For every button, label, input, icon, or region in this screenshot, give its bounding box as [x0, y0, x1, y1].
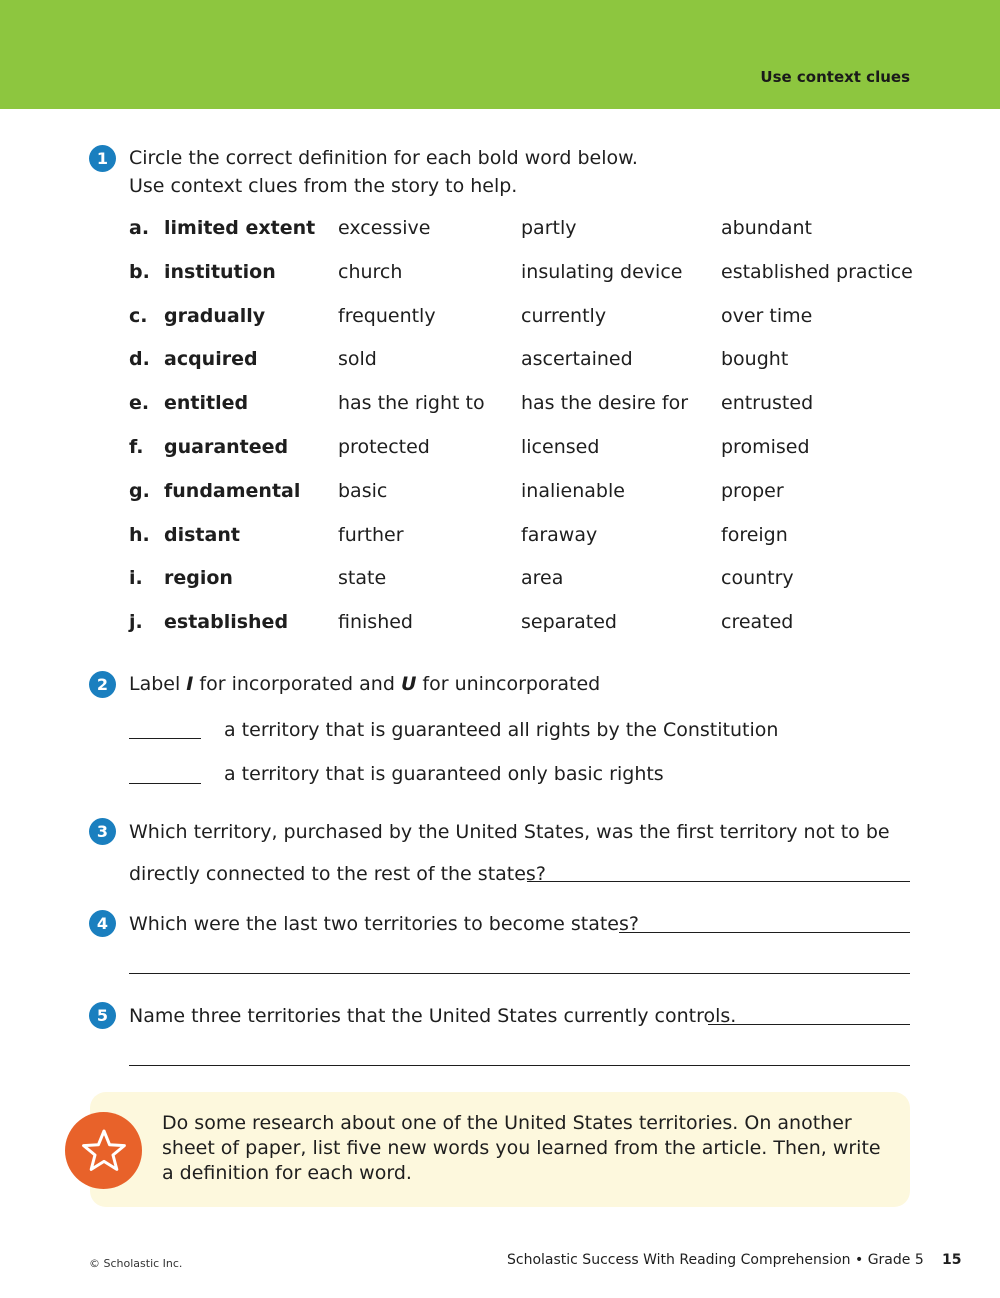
vocab-word: fundamental: [164, 479, 301, 502]
vocab-word: gradually: [164, 304, 266, 327]
vocab-word: limited extent: [164, 217, 316, 239]
q2-prefix: Label: [129, 673, 187, 695]
vocab-letter: g.: [129, 479, 150, 502]
question-5-text: Name three territories that the United States currently controls.: [129, 1005, 737, 1027]
vocab-row: [129, 392, 929, 420]
definition-option[interactable]: finished: [338, 611, 413, 634]
book-title: Scholastic Success With Reading Comprehension • Grade 5: [507, 1252, 924, 1268]
q2-item-2: a territory that is guaranteed only basic rights: [224, 763, 664, 785]
definition-option[interactable]: abundant: [721, 217, 812, 239]
question-5-badge: 5: [89, 1002, 116, 1029]
vocab-word: guaranteed: [164, 436, 289, 458]
vocab-letter: a.: [129, 217, 150, 239]
vocab-row: [129, 567, 929, 595]
definition-option[interactable]: over time: [721, 304, 813, 327]
q2-answer-blank-1[interactable]: [129, 738, 201, 739]
vocab-word: entitled: [164, 392, 249, 415]
definition-option[interactable]: inalienable: [521, 479, 625, 502]
vocab-row: [129, 305, 929, 333]
definition-option[interactable]: protected: [338, 436, 430, 458]
definition-option[interactable]: church: [338, 260, 403, 283]
vocab-letter: c.: [129, 304, 148, 327]
question-4-badge: 4: [89, 910, 116, 937]
definition-option[interactable]: foreign: [721, 523, 788, 546]
definition-option[interactable]: proper: [721, 479, 784, 502]
definition-option[interactable]: bought: [721, 348, 789, 371]
definition-option[interactable]: has the desire for: [521, 392, 689, 415]
vocab-row: [129, 348, 929, 376]
callout-line-1: Do some research about one of the United States territories. On another: [162, 1112, 852, 1134]
copyright: © Scholastic Inc.: [89, 1257, 183, 1270]
q5-answer-line-2[interactable]: [129, 1065, 910, 1066]
definition-option[interactable]: basic: [338, 479, 388, 502]
q2-suffix: for unincorporated: [416, 673, 601, 695]
definition-option[interactable]: partly: [521, 217, 577, 239]
star-icon: [80, 1127, 128, 1175]
callout-text: [162, 1111, 882, 1186]
definition-option[interactable]: promised: [721, 436, 810, 458]
callout-line-3: a definition for each word.: [162, 1162, 412, 1184]
definition-option[interactable]: state: [338, 567, 387, 590]
question-1-line-1: Circle the correct definition for each bold word below.: [129, 147, 638, 169]
definition-option[interactable]: excessive: [338, 217, 431, 239]
question-3-line-2: directly connected to the rest of the states?: [129, 863, 546, 885]
vocab-row: [129, 611, 929, 639]
q3-answer-line[interactable]: [527, 881, 910, 882]
definition-option[interactable]: ascertained: [521, 348, 633, 371]
definition-option[interactable]: further: [338, 523, 404, 546]
definition-option[interactable]: faraway: [521, 523, 598, 546]
vocab-row: [129, 480, 929, 508]
vocab-letter: f.: [129, 436, 144, 458]
vocab-letter: j.: [129, 611, 143, 634]
q2-i-letter: I: [186, 673, 194, 695]
question-2-badge: 2: [89, 671, 116, 698]
header-band: [0, 0, 1000, 109]
definition-option[interactable]: separated: [521, 611, 617, 634]
vocab-letter: h.: [129, 523, 150, 546]
question-2-prompt: [129, 670, 600, 698]
vocab-letter: b.: [129, 260, 150, 283]
definition-option[interactable]: country: [721, 567, 794, 590]
vocab-letter: d.: [129, 348, 150, 371]
q5-answer-line-1[interactable]: [708, 1024, 910, 1025]
definition-option[interactable]: created: [721, 611, 794, 634]
q2-item-1: a territory that is guaranteed all rights by the Constitution: [224, 719, 779, 741]
definition-option[interactable]: sold: [338, 348, 377, 371]
vocab-word: region: [164, 567, 233, 590]
vocab-word: established: [164, 611, 289, 634]
definition-option[interactable]: licensed: [521, 436, 600, 458]
question-3-badge: 3: [89, 818, 116, 845]
vocab-row: [129, 217, 929, 245]
question-1-line-2: Use context clues from the story to help.: [129, 175, 518, 197]
vocab-word: institution: [164, 260, 276, 283]
star-badge: [65, 1112, 142, 1189]
q2-answer-blank-2[interactable]: [129, 783, 201, 784]
question-4-text: Which were the last two territories to become states?: [129, 913, 639, 935]
vocab-letter: e.: [129, 392, 150, 415]
definition-option[interactable]: frequently: [338, 304, 436, 327]
question-1-badge: 1: [89, 145, 116, 172]
definition-option[interactable]: insulating device: [521, 260, 683, 283]
vocab-row: [129, 524, 929, 552]
definition-option[interactable]: has the right to: [338, 392, 485, 415]
question-3-line-1: Which territory, purchased by the United States, was the first territory not to be: [129, 821, 890, 843]
definition-option[interactable]: area: [521, 567, 564, 590]
vocab-letter: i.: [129, 567, 143, 590]
definition-option[interactable]: established practice: [721, 260, 913, 283]
q4-answer-line-2[interactable]: [129, 973, 910, 974]
q4-answer-line-1[interactable]: [619, 932, 910, 933]
q2-middle: for incorporated and: [193, 673, 401, 695]
callout-line-2: sheet of paper, list five new words you learned from the article. Then, write: [162, 1137, 881, 1159]
page-number: 15: [942, 1252, 962, 1268]
vocab-row: [129, 261, 929, 289]
definition-option[interactable]: currently: [521, 304, 607, 327]
vocab-word: distant: [164, 523, 240, 546]
q2-u-letter: U: [400, 673, 417, 695]
section-label: Use context clues: [760, 68, 910, 86]
definition-option[interactable]: entrusted: [721, 392, 814, 415]
vocab-row: [129, 436, 929, 464]
vocab-word: acquired: [164, 348, 258, 371]
